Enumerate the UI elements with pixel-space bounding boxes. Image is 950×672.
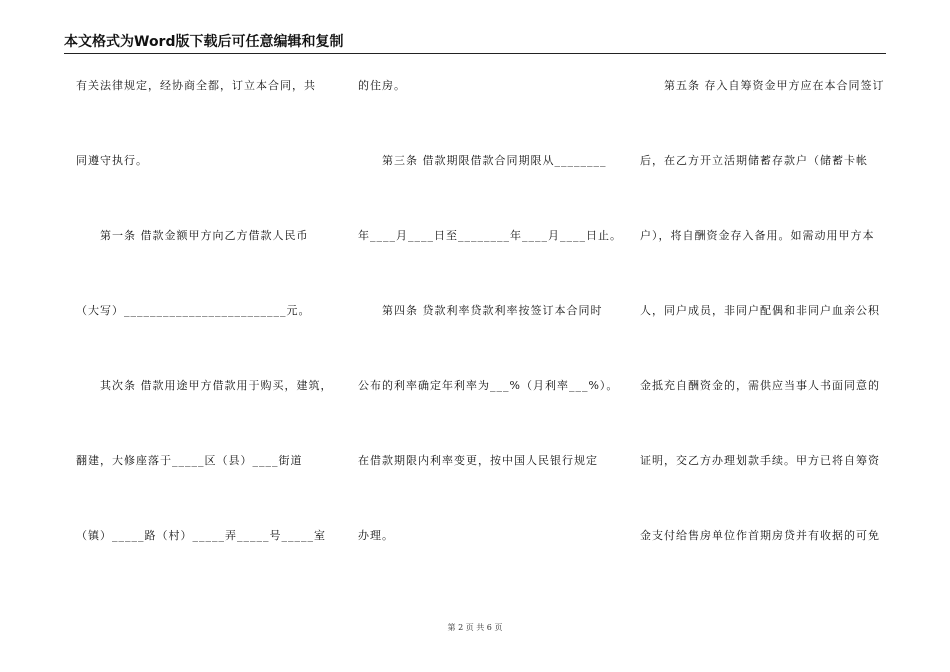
header-title: 本文格式为Word版下载后可任意编辑和复制 — [64, 34, 344, 50]
text-line: 第四条 贷款利率贷款利率按签订本合同时 — [358, 304, 603, 317]
text-line: 办理。 — [358, 529, 394, 542]
text-column-1 — [76, 0, 333, 672]
text-line: 金抵充自酬资金的，需供应当事人书面同意的 — [640, 379, 880, 392]
text-line: 在借款期限内利率变更，按中国人民银行规定 — [358, 454, 598, 467]
text-line: 同遵守执行。 — [76, 154, 148, 167]
text-line: 后，在乙方开立活期储蓄存款户（储蓄卡帐 — [640, 154, 868, 167]
text-line: 人，同户成员，非同户配偶和非同户血亲公积 — [640, 304, 880, 317]
text-line: （大写）_________________________元。 — [76, 304, 311, 317]
text-line: 户），将自酬资金存入备用。如需动用甲方本 — [640, 229, 875, 242]
text-line: （镇）_____路（村）_____弄_____号_____室 — [76, 529, 326, 542]
text-line: 有关法律规定，经协商全都，订立本合同，共 — [76, 79, 316, 92]
text-line: 翻建，大修座落于_____区（县）____街道 — [76, 454, 303, 467]
text-column-3 — [640, 0, 890, 672]
text-line: 第五条 存入自筹资金甲方应在本合同签订 — [640, 79, 885, 92]
text-line: 的住房。 — [358, 79, 406, 92]
text-line: 金支付给售房单位作首期房贷并有收据的可免 — [640, 529, 880, 542]
text-line: 其次条 借款用途甲方借款用于购买，建筑， — [76, 379, 333, 392]
text-column-2 — [358, 0, 622, 672]
text-line: 年____月____日至________年____月____日止。 — [358, 229, 622, 242]
page-number: 第 2 页 共 6 页 — [447, 623, 503, 632]
text-line: 第三条 借款期限借款合同期限从________ — [358, 154, 607, 167]
text-line: 公布的利率确定年利率为___%（月利率___%）。 — [358, 379, 619, 392]
text-line: 证明，交乙方办理划款手续。甲方已将自筹资 — [640, 454, 880, 467]
text-line: 第一条 借款金额甲方向乙方借款人民币 — [76, 229, 309, 242]
